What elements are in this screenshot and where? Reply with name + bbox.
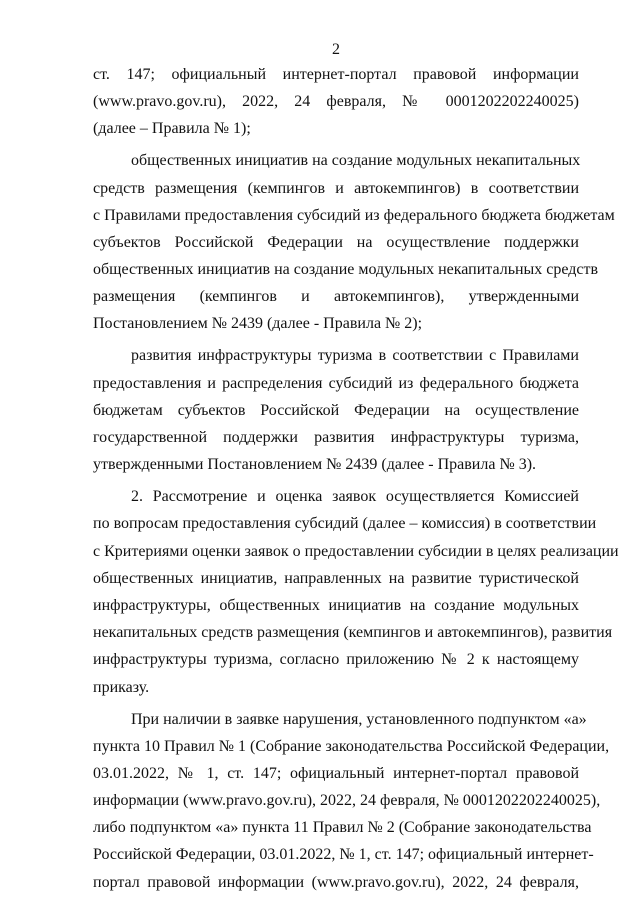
- text-line: приказу.: [93, 678, 150, 696]
- text-line: 2. Рассмотрение и оценка заявок осуществляется Комиссией: [131, 488, 579, 506]
- text-line: некапитальных средств размещения (кемпингов и автокемпингов), развития: [93, 624, 613, 642]
- text-line: Постановлением № 2439 (далее - Правила № 2);: [93, 315, 423, 333]
- text-line: развития инфраструктуры туризма в соответствии с Правилами: [131, 347, 579, 365]
- text-line: пункта 10 Правил № 1 (Собрание законодательства Российской Федерации,: [93, 737, 610, 755]
- text-line: портал правовой информации (www.pravo.gov.ru), 2022, 24 февраля,: [93, 873, 579, 891]
- paragraph-5: [93, 706, 610, 896]
- text-line: размещения (кемпингов и автокемпингов), утвержденными: [93, 288, 579, 306]
- text-line: предоставления и распределения субсидий из федерального бюджета: [93, 374, 579, 392]
- text-line: (далее – Правила № 1);: [93, 120, 251, 138]
- paragraph-2: [93, 147, 615, 337]
- document-body: [93, 61, 619, 896]
- text-line: инфраструктуры, общественных инициатив на создание модульных: [93, 596, 579, 614]
- text-line: с Критериями оценки заявок о предоставлении субсидии в целях реализации: [93, 542, 619, 560]
- paragraph-3: [93, 342, 579, 478]
- paragraph-1: [93, 61, 579, 143]
- text-line: общественных инициатив на создание модульных некапитальных средств: [93, 261, 599, 279]
- text-line: по вопросам предоставления субсидий (далее – комиссия) в соответствии: [93, 515, 597, 533]
- text-line: утвержденными Постановлением № 2439 (далее - Правила № 3).: [93, 456, 537, 474]
- text-line: инфраструктуры туризма, согласно приложению № 2 к настоящему: [93, 651, 579, 669]
- text-line: с Правилами предоставления субсидий из федерального бюджета бюджетам: [93, 206, 615, 224]
- page-number: 2: [332, 41, 340, 58]
- text-line: 03.01.2022, № 1, ст. 147; официальный интернет-портал правовой: [93, 764, 579, 782]
- text-line: субъектов Российской Федерации на осуществление поддержки: [93, 233, 579, 251]
- paragraph-4: [93, 483, 619, 701]
- text-line: общественных инициатив, направленных на развитие туристической: [93, 569, 579, 587]
- text-line: общественных инициатив на создание модульных некапитальных: [131, 152, 581, 170]
- text-line: ст. 147; официальный интернет-портал правовой информации: [93, 66, 579, 83]
- text-line: (www.pravo.gov.ru), 2022, 24 февраля, № 0001202202240025): [93, 93, 579, 111]
- text-line: либо подпунктом «а» пункта 11 Правил № 2 (Собрание законодательства: [93, 819, 592, 837]
- text-line: бюджетам субъектов Российской Федерации на осуществление: [93, 401, 579, 419]
- text-line: средств размещения (кемпингов и автокемпингов) в соответствии: [93, 179, 579, 197]
- text-line: информации (www.pravo.gov.ru), 2022, 24 февраля, № 0001202202240025),: [93, 792, 601, 810]
- text-line: Российской Федерации, 03.01.2022, № 1, ст. 147; официальный интернет-: [93, 846, 594, 864]
- text-line: государственной поддержки развития инфраструктуры туризма,: [93, 429, 579, 447]
- text-line: При наличии в заявке нарушения, установленного подпунктом «а»: [131, 710, 587, 728]
